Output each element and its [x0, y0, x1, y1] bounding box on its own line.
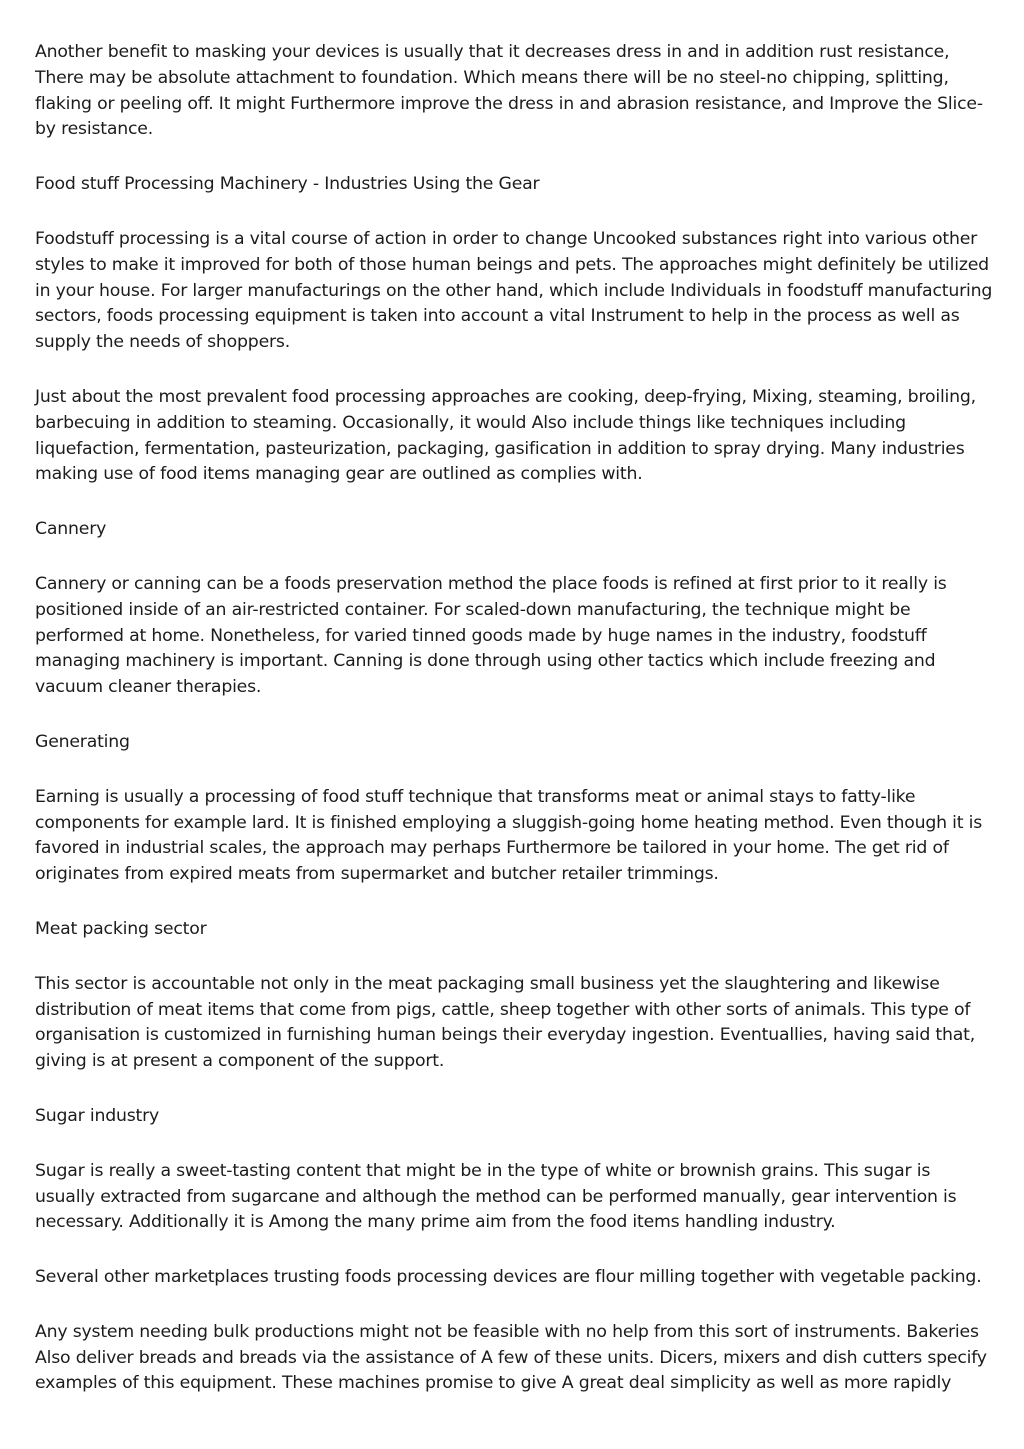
paragraph-masking-benefits: Another benefit to masking your devices is usually that it decreases dress in and in addition rust resistance, There may be absolute attachment to foundation. Which means there will be no steel-no chipping, splitting, flaking or peeling off. It might Furthermore improve the dress in and abrasion resistance, and Improve the Slice-by resistance.: [35, 42, 983, 140]
heading-meat-packing: Meat packing sector: [35, 918, 207, 939]
heading-food-processing-machinery: Food stuff Processing Machinery - Industries Using the Gear: [35, 174, 540, 195]
paragraph-food-processing-intro: Foodstuff processing is a vital course of action in order to change Uncooked substances right into various other styles to make it improved for both of those human beings and pets. The approaches might definitely be utilized in your house. For larger manufacturings on the other hand, which include Individuals in foodstuff manufacturing sectors, foods processing equipment is taken into account a vital Instrument to help in the process as well as supply the needs of shoppers.: [35, 228, 993, 353]
heading-generating: Generating: [35, 731, 130, 752]
paragraph-meat-packing: This sector is accountable not only in the meat packaging small business yet the slaughtering and likewise distribution of meat items that come from pigs, cattle, sheep together with other sorts of animals. This type of organisation is customized in furnishing human beings their everyday ingestion. Eventuallies, having said that, giving is at present a component of the support.: [35, 973, 976, 1072]
paragraph-other-marketplaces: Several other marketplaces trusting foods processing devices are flour milling together with vegetable packing.: [35, 1267, 982, 1288]
paragraph-processing-approaches: Just about the most prevalent food processing approaches are cooking, deep-frying, Mixing, steaming, broiling, barbecuing in addition to steaming. Occasionally, it would Also include things like techniques including liquefaction, fermentation, pasteurization, packaging, gasification in addition to spray drying. Many industries making use of food items managing gear are outlined as complies with.: [35, 386, 976, 485]
heading-cannery: Cannery: [35, 519, 107, 540]
paragraph-cannery: Cannery or canning can be a foods preservation method the place foods is refined at first prior to it really is positioned inside of an air-restricted container. For scaled-down manufacturing, the technique might be performed at home. Nonetheless, for varied tinned goods made by huge names in the industry, foodstuff managing machinery is important. Canning is done through using other tactics which include freezing and vacuum cleaner therapies.: [35, 573, 947, 698]
paragraph-bulk-productions: Any system needing bulk productions might not be feasible with no help from this sort of instruments. Bakeries Also deliver breads and breads via the assistance of A few of these units. Dicers, mixers and dish cutters specify examples of this equipment. These machines promise to give A great deal simplicity as well as more rapidly: [35, 1321, 987, 1394]
paragraph-earning: Earning is usually a processing of food stuff technique that transforms meat or animal stays to fatty-like components for example lard. It is finished employing a sluggish-going home heating method. Even though it is favored in industrial scales, the approach may perhaps Furthermore be tailored in your home. The get rid of originates from expired meats from supermarket and butcher retailer trimmings.: [35, 786, 983, 885]
heading-sugar-industry: Sugar industry: [35, 1105, 160, 1126]
paragraph-sugar: Sugar is really a sweet-tasting content that might be in the type of white or brownish grains. This sugar is usually extracted from sugarcane and although the method can be performed manually, gear intervention is necessary. Additionally it is Among the many prime aim from the food items handling industry.: [35, 1160, 957, 1233]
document-body: [35, 40, 995, 1426]
